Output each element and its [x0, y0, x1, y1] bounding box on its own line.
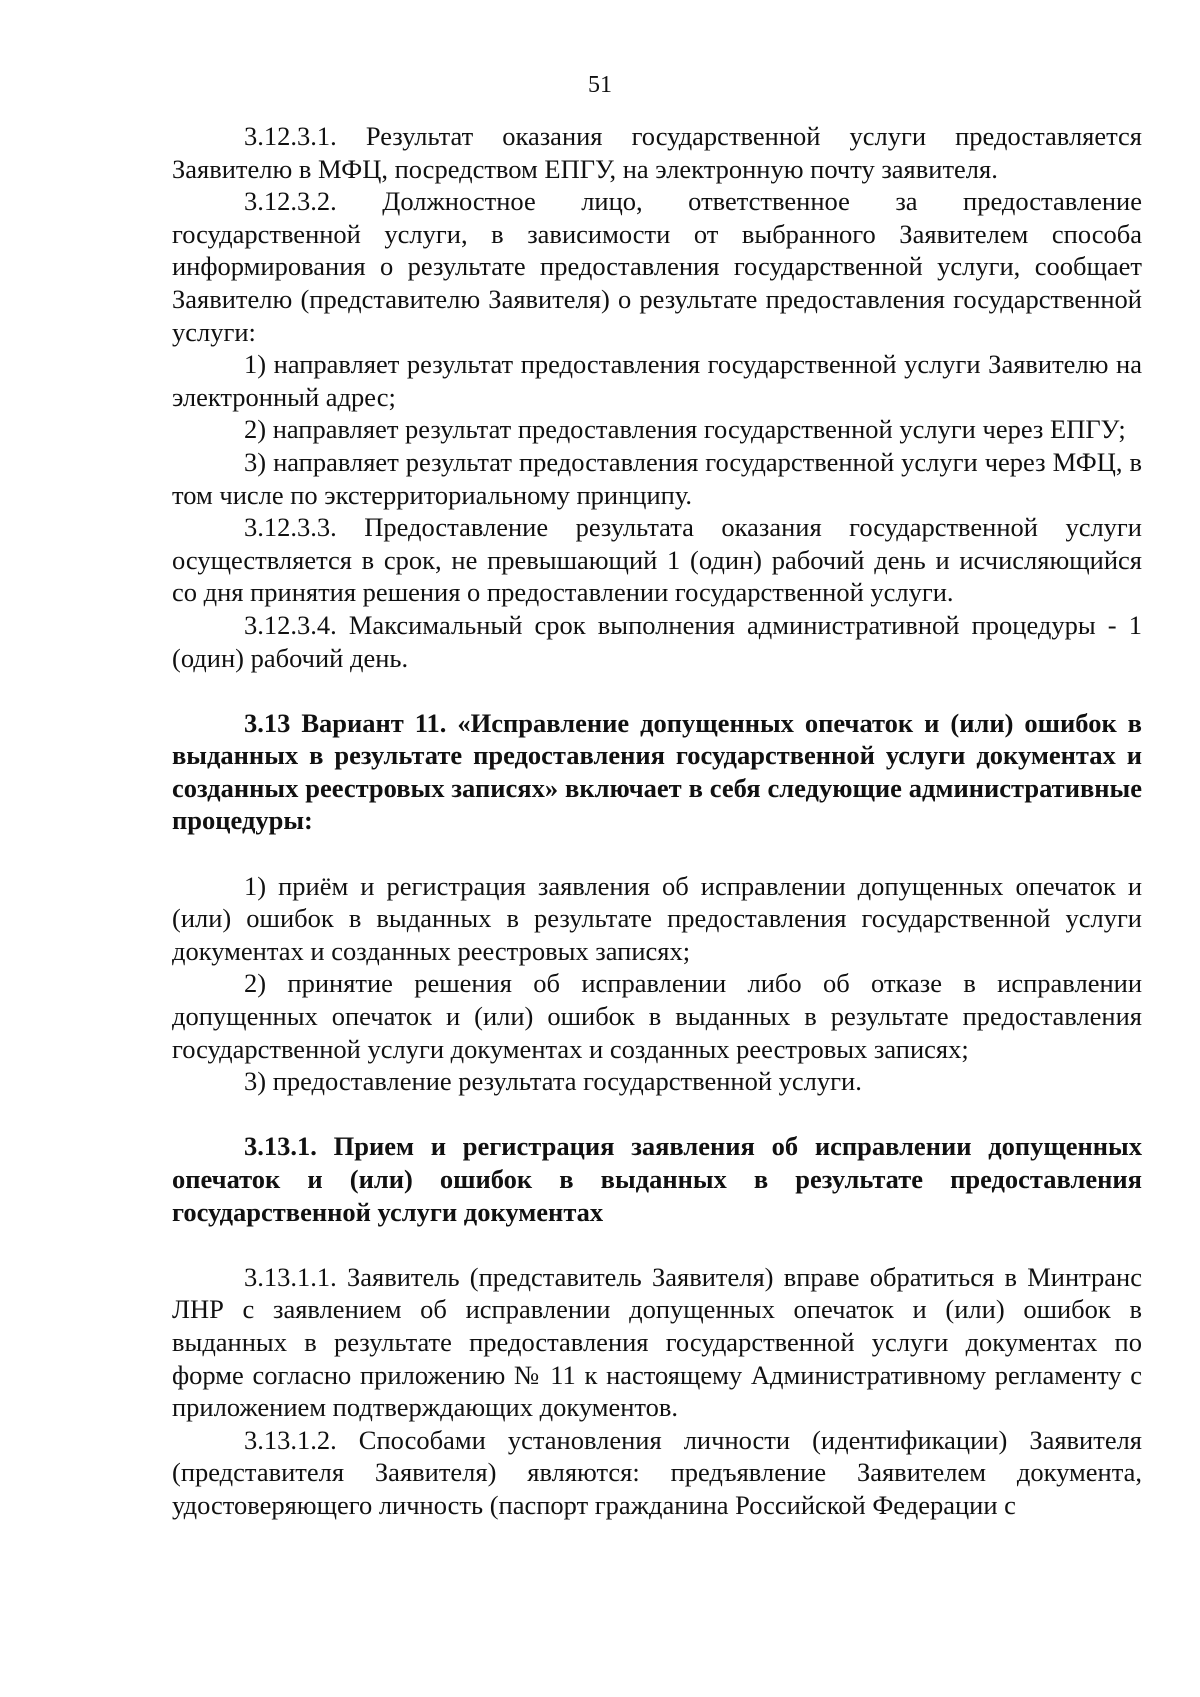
spacer — [172, 674, 1142, 707]
section-heading-3-13-1: 3.13.1. Прием и регистрация заявления об исправлении допущенных опечаток и (или) ошибок в выданных в результате предоставления государственной услуги документах — [172, 1131, 1142, 1227]
procedure-item-2: 2) принятие решения об исправлении либо об отказе в исправлении допущенных опечаток и (или) ошибок в выданных в результате предоставления государственной услуги документах и созданных реестровых записях; — [172, 968, 1142, 1064]
spacer — [172, 837, 1142, 870]
list-item-mfc: 3) направляет результат предоставления государственной услуги через МФЦ, в том числе по экстерриториальному принципу. — [172, 446, 1142, 510]
paragraph-3-12-3-1: 3.12.3.1. Результат оказания государственной услуги предоставляется Заявителю в МФЦ, посредством ЕПГУ, на электронную почту заявителя. — [172, 121, 1142, 184]
procedure-item-3: 3) предоставление результата государственной услуги. — [244, 1066, 862, 1097]
procedure-item-1: 1) приём и регистрация заявления об исправлении допущенных опечаток и (или) ошибок в выданных в результате предоставления государственной услуги документах и созданных реестровых записях; — [172, 870, 1142, 966]
list-item-epgu: 2) направляет результат предоставления государственной услуги через ЕПГУ; — [244, 414, 1126, 445]
paragraph-3-13-1-2: 3.13.1.2. Способами установления личности (идентификации) Заявителя (представителя Заявителя) являются: предъявление Заявителем документа, удостоверяющего личность (паспорт гражданина Российской Федерации с — [172, 1424, 1142, 1520]
page-content — [172, 120, 1142, 1522]
section-heading-3-13: 3.13 Вариант 11. «Исправление допущенных опечаток и (или) ошибок в выданных в результате предоставления государственной услуги документах и созданных реестровых записях» включает в себя следующие административные процедуры: — [172, 707, 1142, 836]
spacer — [172, 1098, 1142, 1131]
list-item-email: 1) направляет результат предоставления государственной услуги Заявителю на электронный адрес; — [172, 349, 1142, 412]
paragraph-3-12-3-4: 3.12.3.4. Максимальный срок выполнения административной процедуры - 1 (один) рабочий день. — [172, 609, 1142, 673]
spacer — [172, 1228, 1142, 1261]
paragraph-3-12-3-2: 3.12.3.2. Должностное лицо, ответственное за предоставление государственной услуги, в зависимости от выбранного Заявителем способа информирования о результате предоставления государственной услуги, сообщает Заявителю (представителю Заявителя) о результате предоставления государственной услуги: — [172, 186, 1142, 347]
page-number: 51 — [588, 72, 612, 98]
paragraph-3-13-1-1: 3.13.1.1. Заявитель (представитель Заявителя) вправе обратиться в Минтранс ЛНР с заявлением об исправлении допущенных опечаток и (или) ошибок в выданных в результате предоставления государственной услуги документах по форме согласно приложению № 11 к настоящему Административному регламенту с приложением подтверждающих документов. — [172, 1261, 1142, 1423]
paragraph-3-12-3-3: 3.12.3.3. Предоставление результата оказания государственной услуги осуществляется в срок, не превышающий 1 (один) рабочий день и исчисляющийся со дня принятия решения о предоставлении государственной услуги. — [172, 512, 1142, 608]
